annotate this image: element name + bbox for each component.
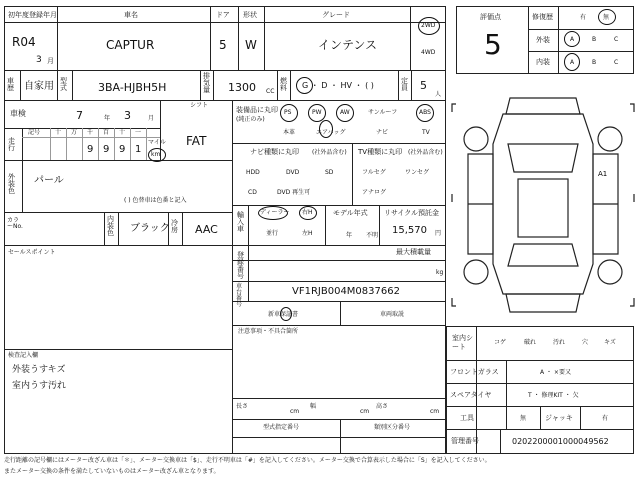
sales-point-label: セールスポイント: [8, 249, 56, 256]
max-load-kg: kg: [436, 269, 444, 276]
class-label: 類別区分番号: [374, 424, 411, 431]
inspection-note-1: 外装うすキズ: [12, 365, 66, 375]
manual: 車両取説: [380, 311, 405, 318]
mileage-head-10man: 十: [55, 129, 62, 136]
displacement-value: 1300: [228, 81, 256, 94]
fuel-label: 燃料: [280, 77, 287, 92]
inspection-label: 車検: [10, 109, 26, 118]
doors-label: ドア: [216, 11, 230, 19]
exterior-note: ( ) 色替車は色番と記入: [124, 197, 187, 204]
mileage-digit-2: 9: [103, 144, 110, 155]
equip-abs: ABS: [419, 109, 431, 116]
ac-value: AAC: [195, 223, 218, 236]
navi-sub: (社外品含む): [312, 149, 347, 156]
exterior-c: C: [614, 36, 619, 43]
diagram-mark-a1: A1: [598, 170, 608, 178]
navi-label: ナビ種類に丸印: [250, 148, 299, 156]
exterior-a: A: [570, 36, 575, 43]
spare-options: T ・ 修理KIT ・ 欠: [528, 392, 579, 399]
import-dealer: ディーラー: [260, 209, 290, 216]
seat-dirt: 汚れ: [553, 339, 566, 346]
exterior-label: 外装色: [8, 173, 15, 195]
mgmt-value: 0202200001000049562: [512, 437, 609, 446]
max-load-label: 最大積載量: [396, 248, 431, 256]
mileage-digit-3: 9: [119, 144, 126, 155]
chassis-label: 車台番号: [236, 283, 243, 308]
length-cm: cm: [290, 408, 300, 415]
model-year-unit: 年: [346, 232, 353, 239]
grade-value: インテンス: [318, 38, 378, 52]
type-label: 型式指定番号: [263, 424, 300, 431]
car-name: CAPTUR: [106, 38, 155, 52]
notice-label: 注意事項・不具合箇所: [238, 328, 299, 335]
use-label: 車歴: [7, 77, 14, 92]
grade-label: グレード: [322, 11, 350, 19]
capacity-unit: 人: [435, 91, 442, 98]
shift-value: FAT: [186, 134, 207, 148]
mileage-label: 走行: [8, 137, 15, 152]
equip-tv: TV: [422, 129, 430, 136]
inspection-month-unit: 月: [148, 115, 155, 122]
equip-airbag: エアバッグ: [316, 129, 346, 136]
interior-c: C: [614, 59, 619, 66]
footer-line-1: 走行距離の記号欄にはメーター改ざん車は「＊」、メーター交換車は「$」、走行不明車は「#」を記入してください。メーター交換で合算表示した場合に「S」を記入してください。: [4, 457, 491, 464]
mileage-head-man: 万: [71, 129, 78, 136]
colorno-label: カラーNo.: [7, 217, 23, 230]
jack-label: ジャッキ: [545, 414, 573, 422]
mileage-digit-4: 1: [135, 144, 142, 155]
registration-label: 登録番号: [237, 251, 244, 280]
navi-dvd: DVD: [286, 169, 300, 176]
doors-value: 5: [219, 38, 227, 52]
mileage-head-ichi: 一: [135, 129, 142, 136]
equip-aw: AW: [340, 109, 350, 116]
model-label: 型式: [60, 77, 67, 92]
exterior-grade-label: 外装: [536, 36, 550, 44]
recycle-label: リサイクル預託金: [384, 209, 440, 217]
model-value: 3BA-HJBH5H: [98, 81, 167, 94]
inspection-month: 3: [124, 109, 131, 122]
tv-label: TV種類に丸印: [358, 148, 403, 156]
width-cm: cm: [360, 408, 370, 415]
equipment-label: 装備品に丸印: [236, 106, 278, 114]
equip-navi: ナビ: [376, 129, 389, 136]
interior-a: A: [570, 59, 575, 66]
interior-grade-label: 内装: [536, 58, 550, 66]
score-label: 評価点: [480, 13, 501, 21]
first-reg-month: 3: [36, 55, 42, 65]
mileage-digit-1: 9: [87, 144, 94, 155]
chassis-value: VF1RJB004M0837662: [292, 286, 400, 297]
glass-label: フロントガラス: [450, 368, 499, 376]
seat-tear: 破れ: [524, 339, 537, 346]
cc-unit: CC: [266, 88, 275, 95]
tv-fullseg: フルセグ: [362, 169, 386, 176]
glass-options: A ・ ×要又: [540, 369, 571, 376]
footer-line-2: またメーター交換の条件を満たしていないものはメーター改ざん車となります。: [4, 468, 220, 475]
navi-dvd-play: DVD 再生可: [277, 189, 311, 196]
spare-label: スペアタイヤ: [450, 391, 492, 399]
inspection-note-2: 室内うす汚れ: [12, 381, 67, 391]
fuel-options: G ・ D ・ HV ・ ( ): [302, 81, 374, 90]
capacity-value: 5: [420, 79, 427, 92]
navi-hdd: HDD: [246, 169, 260, 176]
mileage-head-sen: 千: [87, 129, 94, 136]
width-label: 幅: [310, 403, 317, 410]
interior-label: 内装色: [107, 215, 114, 237]
import-right: 右H: [302, 209, 313, 216]
seat-hole: 穴: [582, 339, 589, 346]
first-reg-value: R04: [12, 35, 36, 49]
jack-value: 有: [602, 415, 609, 422]
repair-yes: 有: [580, 14, 587, 21]
mileage-head-symbol: 記号: [28, 129, 41, 136]
navi-cd: CD: [248, 189, 257, 196]
new-cert: 新車保証書: [268, 311, 299, 318]
import-label: 輸入車: [237, 211, 244, 233]
inspection-notes-label: 検査記入欄: [8, 352, 39, 359]
first-reg-month-unit: 月: [47, 57, 54, 65]
model-year-unknown: 不明: [366, 232, 379, 239]
equip-leather: 本革: [283, 129, 296, 136]
equip-ps: PS: [284, 109, 292, 116]
tools-label: 工具: [460, 414, 474, 422]
tv-oneseg: ワンセグ: [405, 169, 430, 176]
import-parallel: 並行: [266, 230, 279, 237]
tv-analog: アナログ: [362, 189, 387, 196]
equipment-sub: (純正のみ): [236, 116, 265, 123]
ac-label: 冷房: [171, 219, 178, 234]
exterior-color: パール: [34, 175, 64, 186]
car-damage-diagram: [448, 84, 638, 326]
first-reg-label: 初年度登録年月: [8, 11, 57, 19]
tools-value: 無: [520, 415, 527, 422]
capacity-label: 定員: [401, 77, 408, 92]
model-year-label: モデル年式: [333, 209, 368, 217]
repair-label: 修復歴: [532, 13, 553, 21]
use-value: 自家用: [24, 81, 54, 92]
mileage-head-ju: 十: [119, 129, 126, 136]
height-label: 高さ: [376, 403, 389, 410]
navi-sd: SD: [325, 169, 334, 176]
height-cm: cm: [430, 408, 440, 415]
car-name-label: 車名: [124, 11, 138, 19]
drive-4wd: 4WD: [421, 49, 436, 56]
inspection-year-unit: 年: [104, 115, 111, 122]
mgmt-label: 管理番号: [451, 437, 479, 445]
inspection-year: 7: [76, 109, 83, 122]
equip-sunroof: サンルーフ: [368, 109, 398, 116]
repair-no: 無: [603, 14, 610, 21]
recycle-yen: 円: [435, 230, 442, 237]
mileage-head-hyaku: 百: [103, 129, 110, 136]
recycle-value: 15,570: [392, 225, 427, 236]
score-value: 5: [484, 28, 502, 61]
mileage-unit-km: km: [151, 151, 161, 158]
length-label: 長さ: [236, 403, 249, 410]
interior-b: B: [592, 59, 597, 66]
tv-sub: (社外品含む): [408, 149, 443, 156]
shape-label: 形状: [243, 11, 257, 19]
seat-burn: コゲ: [494, 339, 507, 346]
seat-scratch: キズ: [604, 339, 616, 346]
drive-2wd: 2WD: [421, 22, 436, 29]
interior-color: ブラック: [130, 223, 170, 234]
shape-value: W: [245, 38, 257, 52]
shift-label: シフト: [190, 102, 209, 109]
exterior-b: B: [592, 36, 597, 43]
displacement-label: 排気量: [203, 72, 210, 94]
import-left: 左H: [302, 230, 313, 237]
equip-pw: PW: [312, 109, 322, 116]
seat-label: 室内シート: [452, 334, 473, 352]
mileage-unit-mile: マイル: [148, 139, 166, 146]
